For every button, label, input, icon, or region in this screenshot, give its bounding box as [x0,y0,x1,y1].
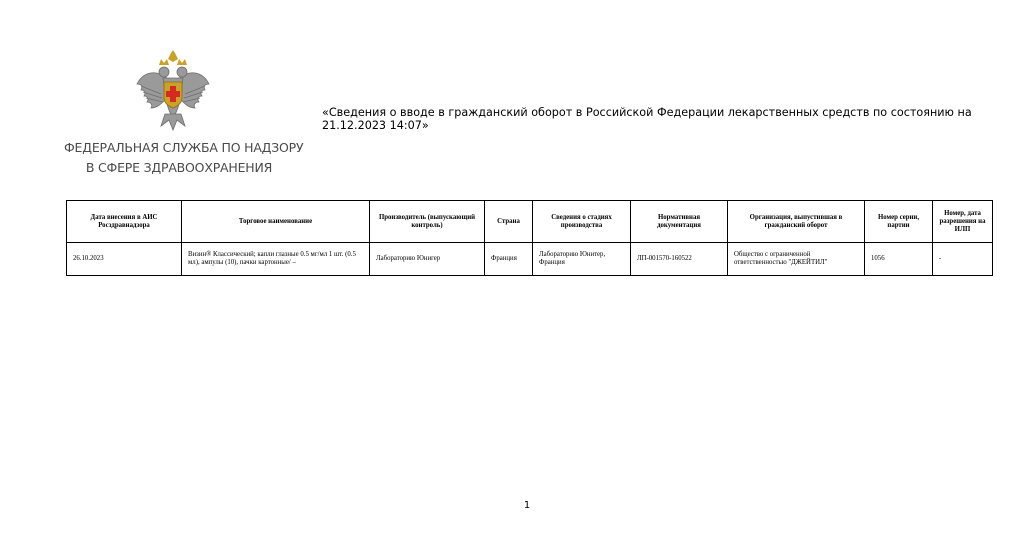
cell-permit: - [933,243,993,276]
cell-trade-name: Визин® Классический; капли глазные 0.5 мг/мл 1 шт. (0.5 мл), ампулы (10), пачки картонные/ – [182,243,370,276]
table-row [67,243,993,276]
column-header-production-stages: Сведения о стадиях производства [533,201,631,243]
cell-country: Франция [485,243,533,276]
column-header-normative-docs: Нормативная документация [631,201,728,243]
page-number: 1 [523,500,531,511]
cell-normative-docs: ЛП-001570-160522 [631,243,728,276]
cell-production-stages: Лабораторию Юнитер, Франция [533,243,631,276]
cell-manufacturer: Лабораторию Юнигер [370,243,485,276]
medicines-register-table [66,200,993,276]
organization-name [64,138,304,178]
cell-organization: Общество с ограниченной ответственностью "ДЖЕЙТИЛ" [728,243,865,276]
column-header-organization: Организация, выпустившая в гражданский оборот [728,201,865,243]
table-header-row [67,201,993,243]
organization-name-line-2: В СФЕРЕ ЗДРАВООХРАНЕНИЯ [85,160,273,175]
column-header-permit: Номер, дата разрешения на ИЛП [933,201,993,243]
document-title: «Сведения о вводе в гражданский оборот в Российской Федерации лекарственных средств по состоянию на 21.12.2023 14:07» [322,106,972,132]
column-header-manufacturer: Производитель (выпускающий контроль) [370,201,485,243]
cell-date: 26.10.2023 [67,243,182,276]
column-header-batch-number: Номер серии, партии [865,201,933,243]
column-header-date: Дата внесения в АИС Росздравнадзора [67,201,182,243]
cell-batch-number: 1056 [865,243,933,276]
coat-of-arms-icon [131,50,215,132]
column-header-country: Страна [485,201,533,243]
column-header-trade-name: Торговое наименование [182,201,370,243]
organization-name-line-1: ФЕДЕРАЛЬНАЯ СЛУЖБА ПО НАДЗОРУ [64,140,304,155]
